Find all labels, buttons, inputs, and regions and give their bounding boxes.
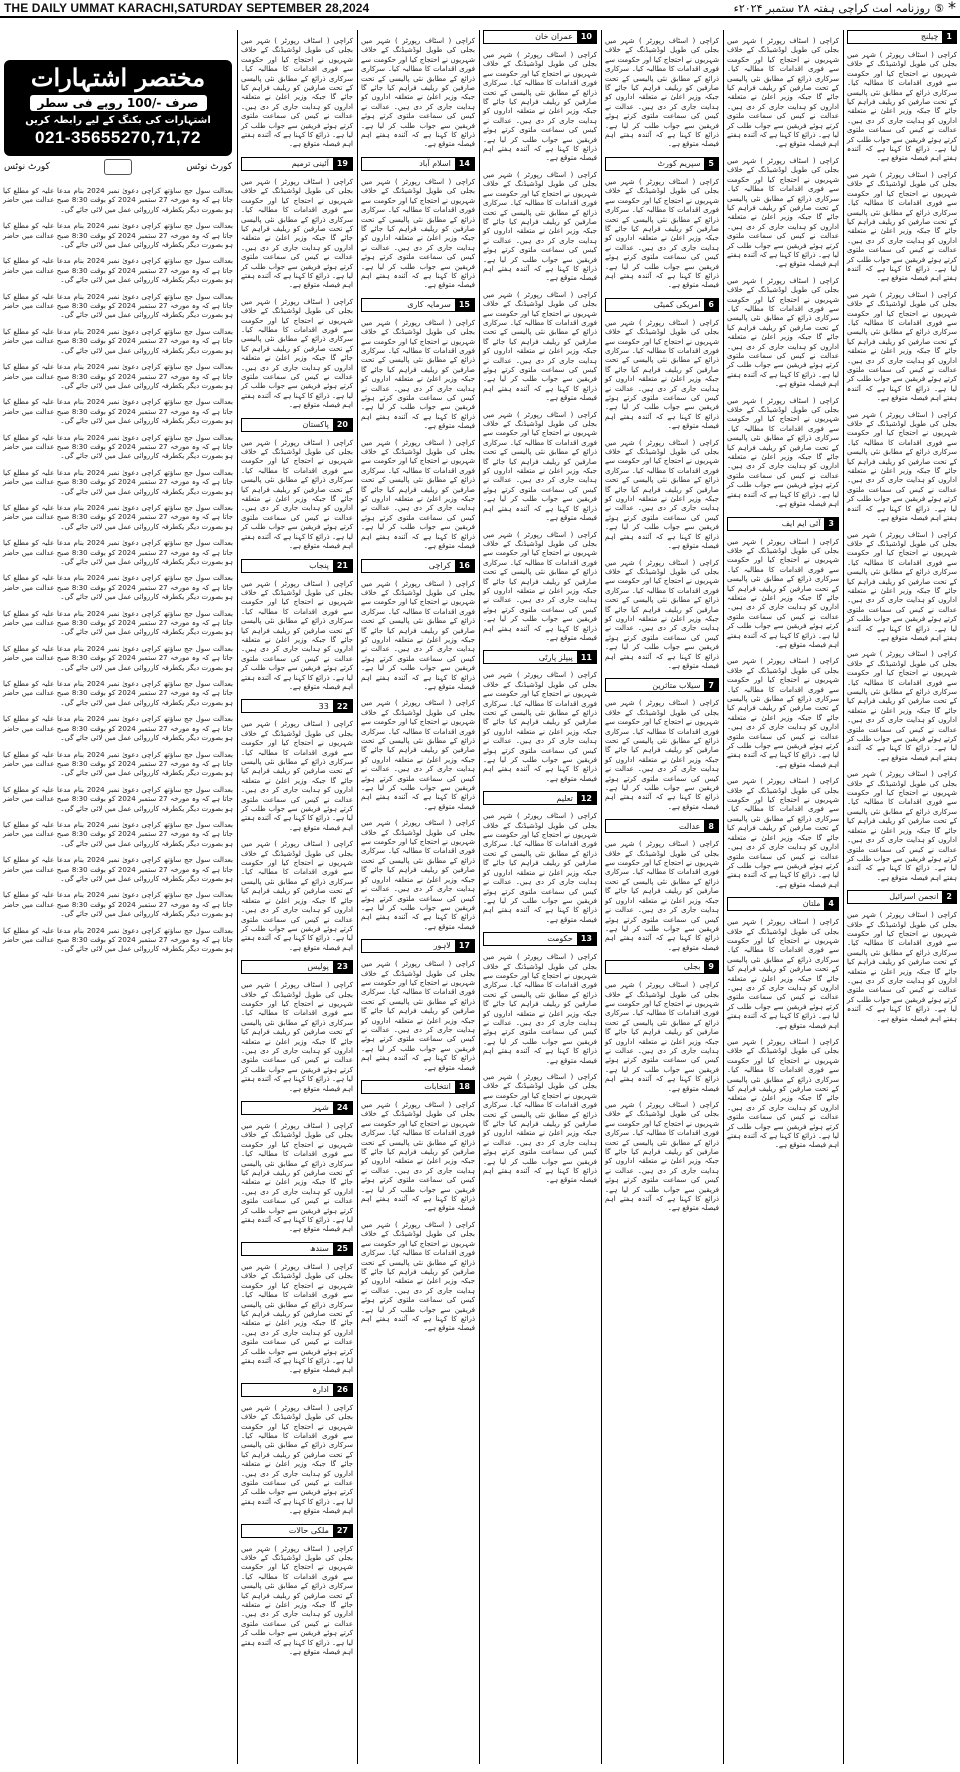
paragraph: کراچی ( اسٹاف رپورٹر ) شہر میں بجلی کی طویل لوڈشیڈنگ کے خلاف شہریوں نے احتجاج کیا اور حکومت سے فوری اقدامات کا مطالبہ کیا۔ سرکاری ذرائع کے مطابق نئی پالیسی کے تحت صارفین کو ریلیف فراہم کیا جائے گا جبکہ وزیر اعلیٰ نے متعلقہ اداروں کو ہدایت جاری کر دی ہیں۔ عدالت نے کیس کی سماعت ملتوی کرتے ہوئے فریقین سے جواب طلب کر لیا ہے۔ ذرائع کا کہنا ہے کہ آئندہ ہفتے اہم فیصلہ متوقع ہے۔ <box>241 579 353 691</box>
notice-26: 26 ادارہ <box>241 1383 353 1397</box>
notice-text: بعدالت سول جج ساؤتھ کراچی دعویٰ نمبر 2024 بنام مدعا علیہ کو مطلع کیا جاتا ہے کہ وہ مورخہ 27 ستمبر 2024 کو بوقت 8:30 صبح عدالت میں حاضر ہو بصورت دیگر یکطرفہ کارروائی عمل میں لائی جائے گی۔ <box>3 433 233 461</box>
paragraph: کراچی ( اسٹاف رپورٹر ) شہر میں بجلی کی طویل لوڈشیڈنگ کے خلاف شہریوں نے احتجاج کیا اور حکومت سے فوری اقدامات کا مطالبہ کیا۔ سرکاری ذرائع کے مطابق نئی پالیسی کے تحت صارفین کو ریلیف فراہم کیا جائے گا جبکہ وزیر اعلیٰ نے متعلقہ اداروں کو ہدایت جاری کر دی ہیں۔ عدالت نے کیس کی سماعت ملتوی کرتے ہوئے فریقین سے جواب طلب کر لیا ہے۔ ذرائع کا کہنا ہے کہ آئندہ ہفتے اہم فیصلہ متوقع ہے۔ <box>241 177 353 290</box>
notice-text: بعدالت سول جج ساؤتھ کراچی دعویٰ نمبر 2024 بنام مدعا علیہ کو مطلع کیا جاتا ہے کہ وہ مورخہ 27 ستمبر 2024 کو بوقت 8:30 صبح عدالت میں حاضر ہو بصورت دیگر یکطرفہ کارروائی عمل میں لائی جائے گی۔ <box>3 750 233 778</box>
paragraph: کراچی ( اسٹاف رپورٹر ) شہر میں بجلی کی طویل لوڈشیڈنگ کے خلاف شہریوں نے احتجاج کیا اور حکومت سے فوری اقدامات کا مطالبہ کیا۔ سرکاری ذرائع کے مطابق نئی پالیسی کے تحت صارفین کو ریلیف فراہم کیا جائے گا جبکہ وزیر اعلیٰ نے متعلقہ اداروں کو ہدایت جاری کر دی ہیں۔ عدالت نے کیس کی سماعت ملتوی کرتے ہوئے فریقین سے جواب طلب کر لیا ہے۔ ذرائع کا کہنا ہے کہ آئندہ ہفتے اہم فیصلہ متوقع ہے۔ <box>847 650 957 762</box>
court-notice-strip <box>4 158 232 176</box>
paragraph: کراچی ( اسٹاف رپورٹر ) شہر میں بجلی کی طویل لوڈشیڈنگ کے خلاف شہریوں نے احتجاج کیا اور حکومت سے فوری اقدامات کا مطالبہ کیا۔ سرکاری ذرائع کے مطابق نئی پالیسی کے تحت صارفین کو ریلیف فراہم کیا جائے گا جبکہ وزیر اعلیٰ نے متعلقہ اداروں کو ہدایت جاری کر دی ہیں۔ عدالت نے کیس کی سماعت ملتوی کرتے ہوئے فریقین سے جواب طلب کر لیا ہے۔ ذرائع کا کہنا ہے کہ آئندہ ہفتے اہم فیصلہ متوقع ہے۔ <box>727 156 839 269</box>
masthead-urdu: روزنامہ امت کراچی ہفتہ ۲۸ ستمبر ۲۰۲۴ء <box>733 1 931 15</box>
notice-text: بعدالت سول جج ساؤتھ کراچی دعویٰ نمبر 2024 بنام مدعا علیہ کو مطلع کیا جاتا ہے کہ وہ مورخہ 27 ستمبر 2024 کو بوقت 8:30 صبح عدالت میں حاضر ہو بصورت دیگر یکطرفہ کارروائی عمل میں لائی جائے گی۔ <box>3 327 233 355</box>
paragraph: کراچی ( اسٹاف رپورٹر ) شہر میں بجلی کی طویل لوڈشیڈنگ کے خلاف شہریوں نے احتجاج کیا اور حکومت سے فوری اقدامات کا مطالبہ کیا۔ سرکاری ذرائع کے مطابق نئی پالیسی کے تحت صارفین کو ریلیف فراہم کیا جائے گا جبکہ وزیر اعلیٰ نے متعلقہ اداروں کو ہدایت جاری کر دی ہیں۔ عدالت نے کیس کی سماعت ملتوی کرتے ہوئے فریقین سے جواب طلب کر لیا ہے۔ ذرائع کا کہنا ہے کہ آئندہ ہفتے اہم فیصلہ متوقع ہے۔ <box>483 671 597 783</box>
column-5-body <box>605 37 719 1214</box>
paragraph: کراچی ( اسٹاف رپورٹر ) شہر میں بجلی کی طویل لوڈشیڈنگ کے خلاف شہریوں نے احتجاج کیا اور حکومت سے فوری اقدامات کا مطالبہ کیا۔ سرکاری ذرائع کے مطابق نئی پالیسی کے تحت صارفین کو ریلیف فراہم کیا جائے گا جبکہ وزیر اعلیٰ نے متعلقہ اداروں کو ہدایت جاری کر دی ہیں۔ عدالت نے کیس کی سماعت ملتوی کرتے ہوئے فریقین سے جواب طلب کر لیا ہے۔ ذرائع کا کہنا ہے کہ آئندہ ہفتے اہم فیصلہ متوقع ہے۔ <box>727 537 839 649</box>
paragraph: کراچی ( اسٹاف رپورٹر ) شہر میں بجلی کی طویل لوڈشیڈنگ کے خلاف شہریوں نے احتجاج کیا اور حکومت سے فوری اقدامات کا مطالبہ کیا۔ سرکاری ذرائع کے مطابق نئی پالیسی کے تحت صارفین کو ریلیف فراہم کیا جائے گا جبکہ وزیر اعلیٰ نے متعلقہ اداروں کو ہدایت جاری کر دی ہیں۔ عدالت نے کیس کی سماعت ملتوی کرتے ہوئے فریقین سے جواب طلب کر لیا ہے۔ ذرائع کا کہنا ہے کہ آئندہ ہفتے اہم فیصلہ متوقع ہے۔ <box>847 170 957 283</box>
paragraph: کراچی ( اسٹاف رپورٹر ) شہر میں بجلی کی طویل لوڈشیڈنگ کے خلاف شہریوں نے احتجاج کیا اور حکومت سے فوری اقدامات کا مطالبہ کیا۔ سرکاری ذرائع کے مطابق نئی پالیسی کے تحت صارفین کو ریلیف فراہم کیا جائے گا جبکہ وزیر اعلیٰ نے متعلقہ اداروں کو ہدایت جاری کر دی ہیں۔ عدالت نے کیس کی سماعت ملتوی کرتے ہوئے فریقین سے جواب طلب کر لیا ہے۔ ذرائع کا کہنا ہے کہ آئندہ ہفتے اہم فیصلہ متوقع ہے۔ <box>727 777 839 889</box>
notice-6: 6 امریکی کمیٹی <box>605 298 719 312</box>
page-columns <box>0 22 960 1770</box>
paragraph: کراچی ( اسٹاف رپورٹر ) شہر میں بجلی کی طویل لوڈشیڈنگ کے خلاف شہریوں نے احتجاج کیا اور حکومت سے فوری اقدامات کا مطالبہ کیا۔ سرکاری ذرائع کے مطابق نئی پالیسی کے تحت صارفین کو ریلیف فراہم کیا جائے گا جبکہ وزیر اعلیٰ نے متعلقہ اداروں کو ہدایت جاری کر دی ہیں۔ عدالت نے کیس کی سماعت ملتوی کرتے ہوئے فریقین سے جواب طلب کر لیا ہے۔ ذرائع کا کہنا ہے کہ آئندہ ہفتے اہم فیصلہ متوقع ہے۔ <box>483 1073 597 1185</box>
notice-17: 17 لاہور <box>361 939 475 953</box>
column-3-body <box>361 37 475 1334</box>
column-2-body <box>241 37 353 1658</box>
paragraph: کراچی ( اسٹاف رپورٹر ) شہر میں بجلی کی طویل لوڈشیڈنگ کے خلاف شہریوں نے احتجاج کیا اور حکومت سے فوری اقدامات کا مطالبہ کیا۔ سرکاری ذرائع کے مطابق نئی پالیسی کے تحت صارفین کو ریلیف فراہم کیا جائے گا جبکہ وزیر اعلیٰ نے متعلقہ اداروں کو ہدایت جاری کر دی ہیں۔ عدالت نے کیس کی سماعت ملتوی کرتے ہوئے فریقین سے جواب طلب کر لیا ہے۔ ذرائع کا کہنا ہے کہ آئندہ ہفتے اہم فیصلہ متوقع ہے۔ <box>727 37 839 149</box>
paragraph: کراچی ( اسٹاف رپورٹر ) شہر میں بجلی کی طویل لوڈشیڈنگ کے خلاف شہریوں نے احتجاج کیا اور حکومت سے فوری اقدامات کا مطالبہ کیا۔ سرکاری ذرائع کے مطابق نئی پالیسی کے تحت صارفین کو ریلیف فراہم کیا جائے گا جبکہ وزیر اعلیٰ نے متعلقہ اداروں کو ہدایت جاری کر دی ہیں۔ عدالت نے کیس کی سماعت ملتوی کرتے ہوئے فریقین سے جواب طلب کر لیا ہے۔ ذرائع کا کہنا ہے کہ آئندہ ہفتے اہم فیصلہ متوقع ہے۔ <box>361 699 475 811</box>
notice-text: بعدالت سول جج ساؤتھ کراچی دعویٰ نمبر 2024 بنام مدعا علیہ کو مطلع کیا جاتا ہے کہ وہ مورخہ 27 ستمبر 2024 کو بوقت 8:30 صبح عدالت میں حاضر ہو بصورت دیگر یکطرفہ کارروائی عمل میں لائی جائے گی۔ <box>3 785 233 813</box>
notice-8: 8 عدالت <box>605 819 719 833</box>
court-notice-label-left: کورٹ نوٹس <box>4 162 50 172</box>
paragraph: کراچی ( اسٹاف رپورٹر ) شہر میں بجلی کی طویل لوڈشیڈنگ کے خلاف شہریوں نے احتجاج کیا اور حکومت سے فوری اقدامات کا مطالبہ کیا۔ سرکاری ذرائع کے مطابق نئی پالیسی کے تحت صارفین کو ریلیف فراہم کیا جائے گا جبکہ وزیر اعلیٰ نے متعلقہ اداروں کو ہدایت جاری کر دی ہیں۔ عدالت نے کیس کی سماعت ملتوی کرتے ہوئے فریقین سے جواب طلب کر لیا ہے۔ ذرائع کا کہنا ہے کہ آئندہ ہفتے اہم فیصلہ متوقع ہے۔ <box>847 911 957 1023</box>
paragraph: کراچی ( اسٹاف رپورٹر ) شہر میں بجلی کی طویل لوڈشیڈنگ کے خلاف شہریوں نے احتجاج کیا اور حکومت سے فوری اقدامات کا مطالبہ کیا۔ سرکاری ذرائع کے مطابق نئی پالیسی کے تحت صارفین کو ریلیف فراہم کیا جائے گا جبکہ وزیر اعلیٰ نے متعلقہ اداروں کو ہدایت جاری کر دی ہیں۔ عدالت نے کیس کی سماعت ملتوی کرتے ہوئے فریقین سے جواب طلب کر لیا ہے۔ ذرائع کا کہنا ہے کہ آئندہ ہفتے اہم فیصلہ متوقع ہے۔ <box>605 981 719 1093</box>
paragraph: کراچی ( اسٹاف رپورٹر ) شہر میں بجلی کی طویل لوڈشیڈنگ کے خلاف شہریوں نے احتجاج کیا اور حکومت سے فوری اقدامات کا مطالبہ کیا۔ سرکاری ذرائع کے مطابق نئی پالیسی کے تحت صارفین کو ریلیف فراہم کیا جائے گا جبکہ وزیر اعلیٰ نے متعلقہ اداروں کو ہدایت جاری کر دی ہیں۔ عدالت نے کیس کی سماعت ملتوی کرتے ہوئے فریقین سے جواب طلب کر لیا ہے۔ ذرائع کا کہنا ہے کہ آئندہ ہفتے اہم فیصلہ متوقع ہے۔ <box>605 1101 719 1213</box>
paragraph: کراچی ( اسٹاف رپورٹر ) شہر میں بجلی کی طویل لوڈشیڈنگ کے خلاف شہریوں نے احتجاج کیا اور حکومت سے فوری اقدامات کا مطالبہ کیا۔ سرکاری ذرائع کے مطابق نئی پالیسی کے تحت صارفین کو ریلیف فراہم کیا جائے گا جبکہ وزیر اعلیٰ نے متعلقہ اداروں کو ہدایت جاری کر دی ہیں۔ عدالت نے کیس کی سماعت ملتوی کرتے ہوئے فریقین سے جواب طلب کر لیا ہے۔ ذرائع کا کہنا ہے کہ آئندہ ہفتے اہم فیصلہ متوقع ہے۔ <box>361 438 475 551</box>
masthead <box>0 0 960 18</box>
masthead-english: THE DAILY UMMAT KARACHI,SATURDAY SEPTEMBER 28,2024 <box>4 1 370 15</box>
notice-15: 15 سرمایہ کاری <box>361 298 475 312</box>
paragraph: کراچی ( اسٹاف رپورٹر ) شہر میں بجلی کی طویل لوڈشیڈنگ کے خلاف شہریوں نے احتجاج کیا اور حکومت سے فوری اقدامات کا مطالبہ کیا۔ سرکاری ذرائع کے مطابق نئی پالیسی کے تحت صارفین کو ریلیف فراہم کیا جائے گا جبکہ وزیر اعلیٰ نے متعلقہ اداروں کو ہدایت جاری کر دی ہیں۔ عدالت نے کیس کی سماعت ملتوی کرتے ہوئے فریقین سے جواب طلب کر لیا ہے۔ ذرائع کا کہنا ہے کہ آئندہ ہفتے اہم فیصلہ متوقع ہے۔ <box>241 1544 353 1657</box>
notice-24: 24 شہر <box>241 1101 353 1115</box>
notice-10: 10 عمران خان <box>483 30 597 44</box>
star-icon: * <box>948 0 956 17</box>
paragraph: کراچی ( اسٹاف رپورٹر ) شہر میں بجلی کی طویل لوڈشیڈنگ کے خلاف شہریوں نے احتجاج کیا اور حکومت سے فوری اقدامات کا مطالبہ کیا۔ سرکاری ذرائع کے مطابق نئی پالیسی کے تحت صارفین کو ریلیف فراہم کیا جائے گا جبکہ وزیر اعلیٰ نے متعلقہ اداروں کو ہدایت جاری کر دی ہیں۔ عدالت نے کیس کی سماعت ملتوی کرتے ہوئے فریقین سے جواب طلب کر لیا ہے۔ ذرائع کا کہنا ہے کہ آئندہ ہفتے اہم فیصلہ متوقع ہے۔ <box>847 410 957 523</box>
paragraph: کراچی ( اسٹاف رپورٹر ) شہر میں بجلی کی طویل لوڈشیڈنگ کے خلاف شہریوں نے احتجاج کیا اور حکومت سے فوری اقدامات کا مطالبہ کیا۔ سرکاری ذرائع کے مطابق نئی پالیسی کے تحت صارفین کو ریلیف فراہم کیا جائے گا جبکہ وزیر اعلیٰ نے متعلقہ اداروں کو ہدایت جاری کر دی ہیں۔ عدالت نے کیس کی سماعت ملتوی کرتے ہوئے فریقین سے جواب طلب کر لیا ہے۔ ذرائع کا کہنا ہے کہ آئندہ ہفتے اہم فیصلہ متوقع ہے۔ <box>483 530 597 642</box>
paragraph: کراچی ( اسٹاف رپورٹر ) شہر میں بجلی کی طویل لوڈشیڈنگ کے خلاف شہریوں نے احتجاج کیا اور حکومت سے فوری اقدامات کا مطالبہ کیا۔ سرکاری ذرائع کے مطابق نئی پالیسی کے تحت صارفین کو ریلیف فراہم کیا جائے گا جبکہ وزیر اعلیٰ نے متعلقہ اداروں کو ہدایت جاری کر دی ہیں۔ عدالت نے کیس کی سماعت ملتوی کرتے ہوئے فریقین سے جواب طلب کر لیا ہے۔ ذرائع کا کہنا ہے کہ آئندہ ہفتے اہم فیصلہ متوقع ہے۔ <box>241 438 353 551</box>
notice-2: 2 انجمن اسرائیل <box>847 890 957 904</box>
paragraph: کراچی ( اسٹاف رپورٹر ) شہر میں بجلی کی طویل لوڈشیڈنگ کے خلاف شہریوں نے احتجاج کیا اور حکومت سے فوری اقدامات کا مطالبہ کیا۔ سرکاری ذرائع کے مطابق نئی پالیسی کے تحت صارفین کو ریلیف فراہم کیا جائے گا جبکہ وزیر اعلیٰ نے متعلقہ اداروں کو ہدایت جاری کر دی ہیں۔ عدالت نے کیس کی سماعت ملتوی کرتے ہوئے فریقین سے جواب طلب کر لیا ہے۔ ذرائع کا کہنا ہے کہ آئندہ ہفتے اہم فیصلہ متوقع ہے۔ <box>727 396 839 509</box>
notice-text: بعدالت سول جج ساؤتھ کراچی دعویٰ نمبر 2024 بنام مدعا علیہ کو مطلع کیا جاتا ہے کہ وہ مورخہ 27 ستمبر 2024 کو بوقت 8:30 صبح عدالت میں حاضر ہو بصورت دیگر یکطرفہ کارروائی عمل میں لائی جائے گی۔ <box>3 292 233 320</box>
classified-ads-header <box>4 60 232 156</box>
paragraph: کراچی ( اسٹاف رپورٹر ) شہر میں بجلی کی طویل لوڈشیڈنگ کے خلاف شہریوں نے احتجاج کیا اور حکومت سے فوری اقدامات کا مطالبہ کیا۔ سرکاری ذرائع کے مطابق نئی پالیسی کے تحت صارفین کو ریلیف فراہم کیا جائے گا جبکہ وزیر اعلیٰ نے متعلقہ اداروں کو ہدایت جاری کر دی ہیں۔ عدالت نے کیس کی سماعت ملتوی کرتے ہوئے فریقین سے جواب طلب کر لیا ہے۔ ذرائع کا کہنا ہے کہ آئندہ ہفتے اہم فیصلہ متوقع ہے۔ <box>241 981 353 1093</box>
notice-27: 27 ملکی حالات <box>241 1524 353 1538</box>
paragraph: کراچی ( اسٹاف رپورٹر ) شہر میں بجلی کی طویل لوڈشیڈنگ کے خلاف شہریوں نے احتجاج کیا اور حکومت سے فوری اقدامات کا مطالبہ کیا۔ سرکاری ذرائع کے مطابق نئی پالیسی کے تحت صارفین کو ریلیف فراہم کیا جائے گا جبکہ وزیر اعلیٰ نے متعلقہ اداروں کو ہدایت جاری کر دی ہیں۔ عدالت نے کیس کی سماعت ملتوی کرتے ہوئے فریقین سے جواب طلب کر لیا ہے۔ ذرائع کا کہنا ہے کہ آئندہ ہفتے اہم فیصلہ متوقع ہے۔ <box>605 177 719 290</box>
column-6 <box>724 30 842 1764</box>
column-4 <box>480 30 600 1764</box>
paragraph: کراچی ( اسٹاف رپورٹر ) شہر میں بجلی کی طویل لوڈشیڈنگ کے خلاف شہریوں نے احتجاج کیا اور حکومت سے فوری اقدامات کا مطالبہ کیا۔ سرکاری ذرائع کے مطابق نئی پالیسی کے تحت صارفین کو ریلیف فراہم کیا جائے گا جبکہ وزیر اعلیٰ نے متعلقہ اداروں کو ہدایت جاری کر دی ہیں۔ عدالت نے کیس کی سماعت ملتوی کرتے ہوئے فریقین سے جواب طلب کر لیا ہے۔ ذرائع کا کہنا ہے کہ آئندہ ہفتے اہم فیصلہ متوقع ہے۔ <box>605 318 719 431</box>
paragraph: کراچی ( اسٹاف رپورٹر ) شہر میں بجلی کی طویل لوڈشیڈنگ کے خلاف شہریوں نے احتجاج کیا اور حکومت سے فوری اقدامات کا مطالبہ کیا۔ سرکاری ذرائع کے مطابق نئی پالیسی کے تحت صارفین کو ریلیف فراہم کیا جائے گا جبکہ وزیر اعلیٰ نے متعلقہ اداروں کو ہدایت جاری کر دی ہیں۔ عدالت نے کیس کی سماعت ملتوی کرتے ہوئے فریقین سے جواب طلب کر لیا ہے۔ ذرائع کا کہنا ہے کہ آئندہ ہفتے اہم فیصلہ متوقع ہے۔ <box>241 1262 353 1375</box>
court-notice-label-right: کورٹ نوٹس <box>186 162 232 172</box>
paragraph: کراچی ( اسٹاف رپورٹر ) شہر میں بجلی کی طویل لوڈشیڈنگ کے خلاف شہریوں نے احتجاج کیا اور حکومت سے فوری اقدامات کا مطالبہ کیا۔ سرکاری ذرائع کے مطابق نئی پالیسی کے تحت صارفین کو ریلیف فراہم کیا جائے گا جبکہ وزیر اعلیٰ نے متعلقہ اداروں کو ہدایت جاری کر دی ہیں۔ عدالت نے کیس کی سماعت ملتوی کرتے ہوئے فریقین سے جواب طلب کر لیا ہے۔ ذرائع کا کہنا ہے کہ آئندہ ہفتے اہم فیصلہ متوقع ہے۔ <box>483 170 597 283</box>
paragraph: کراچی ( اسٹاف رپورٹر ) شہر میں بجلی کی طویل لوڈشیڈنگ کے خلاف شہریوں نے احتجاج کیا اور حکومت سے فوری اقدامات کا مطالبہ کیا۔ سرکاری ذرائع کے مطابق نئی پالیسی کے تحت صارفین کو ریلیف فراہم کیا جائے گا جبکہ وزیر اعلیٰ نے متعلقہ اداروں کو ہدایت جاری کر دی ہیں۔ عدالت نے کیس کی سماعت ملتوی کرتے ہوئے فریقین سے جواب طلب کر لیا ہے۔ ذرائع کا کہنا ہے کہ آئندہ ہفتے اہم فیصلہ متوقع ہے۔ <box>483 290 597 403</box>
ad-phone: 021-35655270,71,72 <box>35 128 201 147</box>
column-classifieds <box>0 30 236 1764</box>
paragraph: کراچی ( اسٹاف رپورٹر ) شہر میں بجلی کی طویل لوڈشیڈنگ کے خلاف شہریوں نے احتجاج کیا اور حکومت سے فوری اقدامات کا مطالبہ کیا۔ سرکاری ذرائع کے مطابق نئی پالیسی کے تحت صارفین کو ریلیف فراہم کیا جائے گا جبکہ وزیر اعلیٰ نے متعلقہ اداروں کو ہدایت جاری کر دی ہیں۔ عدالت نے کیس کی سماعت ملتوی کرتے ہوئے فریقین سے جواب طلب کر لیا ہے۔ ذرائع کا کہنا ہے کہ آئندہ ہفتے اہم فیصلہ متوقع ہے۔ <box>241 720 353 832</box>
notice-13: 13 حکومت <box>483 932 597 946</box>
notice-22: 22 33 <box>241 699 353 713</box>
paragraph: کراچی ( اسٹاف رپورٹر ) شہر میں بجلی کی طویل لوڈشیڈنگ کے خلاف شہریوں نے احتجاج کیا اور حکومت سے فوری اقدامات کا مطالبہ کیا۔ سرکاری ذرائع کے مطابق نئی پالیسی کے تحت صارفین کو ریلیف فراہم کیا جائے گا جبکہ وزیر اعلیٰ نے متعلقہ اداروں کو ہدایت جاری کر دی ہیں۔ عدالت نے کیس کی سماعت ملتوی کرتے ہوئے فریقین سے جواب طلب کر لیا ہے۔ ذرائع کا کہنا ہے کہ آئندہ ہفتے اہم فیصلہ متوقع ہے۔ <box>727 918 839 1030</box>
paragraph: کراچی ( اسٹاف رپورٹر ) شہر میں بجلی کی طویل لوڈشیڈنگ کے خلاف شہریوں نے احتجاج کیا اور حکومت سے فوری اقدامات کا مطالبہ کیا۔ سرکاری ذرائع کے مطابق نئی پالیسی کے تحت صارفین کو ریلیف فراہم کیا جائے گا جبکہ وزیر اعلیٰ نے متعلقہ اداروں کو ہدایت جاری کر دی ہیں۔ عدالت نے کیس کی سماعت ملتوی کرتے ہوئے فریقین سے جواب طلب کر لیا ہے۔ ذرائع کا کہنا ہے کہ آئندہ ہفتے اہم فیصلہ متوقع ہے۔ <box>605 840 719 952</box>
paragraph: کراچی ( اسٹاف رپورٹر ) شہر میں بجلی کی طویل لوڈشیڈنگ کے خلاف شہریوں نے احتجاج کیا اور حکومت سے فوری اقدامات کا مطالبہ کیا۔ سرکاری ذرائع کے مطابق نئی پالیسی کے تحت صارفین کو ریلیف فراہم کیا جائے گا جبکہ وزیر اعلیٰ نے متعلقہ اداروں کو ہدایت جاری کر دی ہیں۔ عدالت نے کیس کی سماعت ملتوی کرتے ہوئے فریقین سے جواب طلب کر لیا ہے۔ ذرائع کا کہنا ہے کہ آئندہ ہفتے اہم فیصلہ متوقع ہے۔ <box>361 177 475 290</box>
paragraph: کراچی ( اسٹاف رپورٹر ) شہر میں بجلی کی طویل لوڈشیڈنگ کے خلاف شہریوں نے احتجاج کیا اور حکومت سے فوری اقدامات کا مطالبہ کیا۔ سرکاری ذرائع کے مطابق نئی پالیسی کے تحت صارفین کو ریلیف فراہم کیا جائے گا جبکہ وزیر اعلیٰ نے متعلقہ اداروں کو ہدایت جاری کر دی ہیں۔ عدالت نے کیس کی سماعت ملتوی کرتے ہوئے فریقین سے جواب طلب کر لیا ہے۔ ذرائع کا کہنا ہے کہ آئندہ ہفتے اہم فیصلہ متوقع ہے۔ <box>361 1220 475 1333</box>
paragraph: کراچی ( اسٹاف رپورٹر ) شہر میں بجلی کی طویل لوڈشیڈنگ کے خلاف شہریوں نے احتجاج کیا اور حکومت سے فوری اقدامات کا مطالبہ کیا۔ سرکاری ذرائع کے مطابق نئی پالیسی کے تحت صارفین کو ریلیف فراہم کیا جائے گا جبکہ وزیر اعلیٰ نے متعلقہ اداروں کو ہدایت جاری کر دی ہیں۔ عدالت نے کیس کی سماعت ملتوی کرتے ہوئے فریقین سے جواب طلب کر لیا ہے۔ ذرائع کا کہنا ہے کہ آئندہ ہفتے اہم فیصلہ متوقع ہے۔ <box>361 1101 475 1213</box>
column-2 <box>238 30 356 1764</box>
column-5 <box>602 30 722 1764</box>
notice-text: بعدالت سول جج ساؤتھ کراچی دعویٰ نمبر 2024 بنام مدعا علیہ کو مطلع کیا جاتا ہے کہ وہ مورخہ 27 ستمبر 2024 کو بوقت 8:30 صبح عدالت میں حاضر ہو بصورت دیگر یکطرفہ کارروائی عمل میں لائی جائے گی۔ <box>3 539 233 566</box>
court-notices-body <box>3 180 233 1764</box>
notice-5: 5 سپریم کورٹ <box>605 157 719 171</box>
paragraph: کراچی ( اسٹاف رپورٹر ) شہر میں بجلی کی طویل لوڈشیڈنگ کے خلاف شہریوں نے احتجاج کیا اور حکومت سے فوری اقدامات کا مطالبہ کیا۔ سرکاری ذرائع کے مطابق نئی پالیسی کے تحت صارفین کو ریلیف فراہم کیا جائے گا جبکہ وزیر اعلیٰ نے متعلقہ اداروں کو ہدایت جاری کر دی ہیں۔ عدالت نے کیس کی سماعت ملتوی کرتے ہوئے فریقین سے جواب طلب کر لیا ہے۔ ذرائع کا کہنا ہے کہ آئندہ ہفتے اہم فیصلہ متوقع ہے۔ <box>605 699 719 811</box>
notice-text: بعدالت سول جج ساؤتھ کراچی دعویٰ نمبر 2024 بنام مدعا علیہ کو مطلع کیا جاتا ہے کہ وہ مورخہ 27 ستمبر 2024 کو بوقت 8:30 صبح عدالت میں حاضر ہو بصورت دیگر یکطرفہ کارروائی عمل میں لائی جائے گی۔ <box>3 257 233 285</box>
paragraph: کراچی ( اسٹاف رپورٹر ) شہر میں بجلی کی طویل لوڈشیڈنگ کے خلاف شہریوں نے احتجاج کیا اور حکومت سے فوری اقدامات کا مطالبہ کیا۔ سرکاری ذرائع کے مطابق نئی پالیسی کے تحت صارفین کو ریلیف فراہم کیا جائے گا جبکہ وزیر اعلیٰ نے متعلقہ اداروں کو ہدایت جاری کر دی ہیں۔ عدالت نے کیس کی سماعت ملتوی کرتے ہوئے فریقین سے جواب طلب کر لیا ہے۔ ذرائع کا کہنا ہے کہ آئندہ ہفتے اہم فیصلہ متوقع ہے۔ <box>847 770 957 882</box>
column-4-body <box>483 30 597 1186</box>
page-number-badge: ⑤ <box>934 1 944 15</box>
notice-19: 19 آئینی ترمیم <box>241 157 353 171</box>
paragraph: کراچی ( اسٹاف رپورٹر ) شہر میں بجلی کی طویل لوڈشیڈنگ کے خلاف شہریوں نے احتجاج کیا اور حکومت سے فوری اقدامات کا مطالبہ کیا۔ سرکاری ذرائع کے مطابق نئی پالیسی کے تحت صارفین کو ریلیف فراہم کیا جائے گا جبکہ وزیر اعلیٰ نے متعلقہ اداروں کو ہدایت جاری کر دی ہیں۔ عدالت نے کیس کی سماعت ملتوی کرتے ہوئے فریقین سے جواب طلب کر لیا ہے۔ ذرائع کا کہنا ہے کہ آئندہ ہفتے اہم فیصلہ متوقع ہے۔ <box>727 1038 839 1150</box>
paragraph: کراچی ( اسٹاف رپورٹر ) شہر میں بجلی کی طویل لوڈشیڈنگ کے خلاف شہریوں نے احتجاج کیا اور حکومت سے فوری اقدامات کا مطالبہ کیا۔ سرکاری ذرائع کے مطابق نئی پالیسی کے تحت صارفین کو ریلیف فراہم کیا جائے گا جبکہ وزیر اعلیٰ نے متعلقہ اداروں کو ہدایت جاری کر دی ہیں۔ عدالت نے کیس کی سماعت ملتوی کرتے ہوئے فریقین سے جواب طلب کر لیا ہے۔ ذرائع کا کہنا ہے کہ آئندہ ہفتے اہم فیصلہ متوقع ہے۔ <box>361 37 475 149</box>
notice-14: 14 اسلام آباد <box>361 157 475 171</box>
notice-text: بعدالت سول جج ساؤتھ کراچی دعویٰ نمبر 2024 بنام مدعا علیہ کو مطلع کیا جاتا ہے کہ وہ مورخہ 27 ستمبر 2024 کو بوقت 8:30 صبح عدالت میں حاضر ہو بصورت دیگر یکطرفہ کارروائی عمل میں لائی جائے گی۔ <box>3 820 233 848</box>
paragraph: کراچی ( اسٹاف رپورٹر ) شہر میں بجلی کی طویل لوڈشیڈنگ کے خلاف شہریوں نے احتجاج کیا اور حکومت سے فوری اقدامات کا مطالبہ کیا۔ سرکاری ذرائع کے مطابق نئی پالیسی کے تحت صارفین کو ریلیف فراہم کیا جائے گا جبکہ وزیر اعلیٰ نے متعلقہ اداروں کو ہدایت جاری کر دی ہیں۔ عدالت نے کیس کی سماعت ملتوی کرتے ہوئے فریقین سے جواب طلب کر لیا ہے۔ ذرائع کا کہنا ہے کہ آئندہ ہفتے اہم فیصلہ متوقع ہے۔ <box>241 1122 353 1234</box>
notice-text: بعدالت سول جج ساؤتھ کراچی دعویٰ نمبر 2024 بنام مدعا علیہ کو مطلع کیا جاتا ہے کہ وہ مورخہ 27 ستمبر 2024 کو بوقت 8:30 صبح عدالت میں حاضر ہو بصورت دیگر یکطرفہ کارروائی عمل میں لائی جائے گی۔ <box>3 609 233 637</box>
notice-9: 9 بجلی <box>605 960 719 974</box>
paragraph: کراچی ( اسٹاف رپورٹر ) شہر میں بجلی کی طویل لوڈشیڈنگ کے خلاف شہریوں نے احتجاج کیا اور حکومت سے فوری اقدامات کا مطالبہ کیا۔ سرکاری ذرائع کے مطابق نئی پالیسی کے تحت صارفین کو ریلیف فراہم کیا جائے گا جبکہ وزیر اعلیٰ نے متعلقہ اداروں کو ہدایت جاری کر دی ہیں۔ عدالت نے کیس کی سماعت ملتوی کرتے ہوئے فریقین سے جواب طلب کر لیا ہے۔ ذرائع کا کہنا ہے کہ آئندہ ہفتے اہم فیصلہ متوقع ہے۔ <box>847 51 957 163</box>
paragraph: کراچی ( اسٹاف رپورٹر ) شہر میں بجلی کی طویل لوڈشیڈنگ کے خلاف شہریوں نے احتجاج کیا اور حکومت سے فوری اقدامات کا مطالبہ کیا۔ سرکاری ذرائع کے مطابق نئی پالیسی کے تحت صارفین کو ریلیف فراہم کیا جائے گا جبکہ وزیر اعلیٰ نے متعلقہ اداروں کو ہدایت جاری کر دی ہیں۔ عدالت نے کیس کی سماعت ملتوی کرتے ہوئے فریقین سے جواب طلب کر لیا ہے۔ ذرائع کا کہنا ہے کہ آئندہ ہفتے اہم فیصلہ متوقع ہے۔ <box>605 438 719 551</box>
notice-text: بعدالت سول جج ساؤتھ کراچی دعویٰ نمبر 2024 بنام مدعا علیہ کو مطلع کیا جاتا ہے کہ وہ مورخہ 27 ستمبر 2024 کو بوقت 8:30 صبح عدالت میں حاضر ہو بصورت دیگر یکطرفہ کارروائی عمل میں لائی جائے گی۔ <box>3 187 233 214</box>
column-3 <box>358 30 478 1764</box>
paragraph: کراچی ( اسٹاف رپورٹر ) شہر میں بجلی کی طویل لوڈشیڈنگ کے خلاف شہریوں نے احتجاج کیا اور حکومت سے فوری اقدامات کا مطالبہ کیا۔ سرکاری ذرائع کے مطابق نئی پالیسی کے تحت صارفین کو ریلیف فراہم کیا جائے گا جبکہ وزیر اعلیٰ نے متعلقہ اداروں کو ہدایت جاری کر دی ہیں۔ عدالت نے کیس کی سماعت ملتوی کرتے ہوئے فریقین سے جواب طلب کر لیا ہے۔ ذرائع کا کہنا ہے کہ آئندہ ہفتے اہم فیصلہ متوقع ہے۔ <box>241 37 353 149</box>
paragraph: کراچی ( اسٹاف رپورٹر ) شہر میں بجلی کی طویل لوڈشیڈنگ کے خلاف شہریوں نے احتجاج کیا اور حکومت سے فوری اقدامات کا مطالبہ کیا۔ سرکاری ذرائع کے مطابق نئی پالیسی کے تحت صارفین کو ریلیف فراہم کیا جائے گا جبکہ وزیر اعلیٰ نے متعلقہ اداروں کو ہدایت جاری کر دی ہیں۔ عدالت نے کیس کی سماعت ملتوی کرتے ہوئے فریقین سے جواب طلب کر لیا ہے۔ ذرائع کا کہنا ہے کہ آئندہ ہفتے اہم فیصلہ متوقع ہے۔ <box>483 812 597 924</box>
column-7 <box>844 30 960 1764</box>
notice-text: بعدالت سول جج ساؤتھ کراچی دعویٰ نمبر 2024 بنام مدعا علیہ کو مطلع کیا جاتا ہے کہ وہ مورخہ 27 ستمبر 2024 کو بوقت 8:30 صبح عدالت میں حاضر ہو بصورت دیگر یکطرفہ کارروائی عمل میں لائی جائے گی۔ <box>3 926 233 954</box>
notice-text: بعدالت سول جج ساؤتھ کراچی دعویٰ نمبر 2024 بنام مدعا علیہ کو مطلع کیا جاتا ہے کہ وہ مورخہ 27 ستمبر 2024 کو بوقت 8:30 صبح عدالت میں حاضر ہو بصورت دیگر یکطرفہ کارروائی عمل میں لائی جائے گی۔ <box>3 715 233 743</box>
notice-text: بعدالت سول جج ساؤتھ کراچی دعویٰ نمبر 2024 بنام مدعا علیہ کو مطلع کیا جاتا ہے کہ وہ مورخہ 27 ستمبر 2024 کو بوقت 8:30 صبح عدالت میں حاضر ہو بصورت دیگر یکطرفہ کارروائی عمل میں لائی جائے گی۔ <box>3 644 233 672</box>
notice-23: 23 پولیس <box>241 960 353 974</box>
notice-text: بعدالت سول جج ساؤتھ کراچی دعویٰ نمبر 2024 بنام مدعا علیہ کو مطلع کیا جاتا ہے کہ وہ مورخہ 27 ستمبر 2024 کو بوقت 8:30 صبح عدالت میں حاضر ہو بصورت دیگر یکطرفہ کارروائی عمل میں لائی جائے گی۔ <box>3 503 233 531</box>
paragraph: کراچی ( اسٹاف رپورٹر ) شہر میں بجلی کی طویل لوڈشیڈنگ کے خلاف شہریوں نے احتجاج کیا اور حکومت سے فوری اقدامات کا مطالبہ کیا۔ سرکاری ذرائع کے مطابق نئی پالیسی کے تحت صارفین کو ریلیف فراہم کیا جائے گا جبکہ وزیر اعلیٰ نے متعلقہ اداروں کو ہدایت جاری کر دی ہیں۔ عدالت نے کیس کی سماعت ملتوی کرتے ہوئے فریقین سے جواب طلب کر لیا ہے۔ ذرائع کا کہنا ہے کہ آئندہ ہفتے اہم فیصلہ متوقع ہے۔ <box>483 51 597 163</box>
paragraph: کراچی ( اسٹاف رپورٹر ) شہر میں بجلی کی طویل لوڈشیڈنگ کے خلاف شہریوں نے احتجاج کیا اور حکومت سے فوری اقدامات کا مطالبہ کیا۔ سرکاری ذرائع کے مطابق نئی پالیسی کے تحت صارفین کو ریلیف فراہم کیا جائے گا جبکہ وزیر اعلیٰ نے متعلقہ اداروں کو ہدایت جاری کر دی ہیں۔ عدالت نے کیس کی سماعت ملتوی کرتے ہوئے فریقین سے جواب طلب کر لیا ہے۔ ذرائع کا کہنا ہے کہ آئندہ ہفتے اہم فیصلہ متوقع ہے۔ <box>361 960 475 1072</box>
paragraph: کراچی ( اسٹاف رپورٹر ) شہر میں بجلی کی طویل لوڈشیڈنگ کے خلاف شہریوں نے احتجاج کیا اور حکومت سے فوری اقدامات کا مطالبہ کیا۔ سرکاری ذرائع کے مطابق نئی پالیسی کے تحت صارفین کو ریلیف فراہم کیا جائے گا جبکہ وزیر اعلیٰ نے متعلقہ اداروں کو ہدایت جاری کر دی ہیں۔ عدالت نے کیس کی سماعت ملتوی کرتے ہوئے فریقین سے جواب طلب کر لیا ہے۔ ذرائع کا کہنا ہے کہ آئندہ ہفتے اہم فیصلہ متوقع ہے۔ <box>361 579 475 691</box>
paragraph: کراچی ( اسٹاف رپورٹر ) شہر میں بجلی کی طویل لوڈشیڈنگ کے خلاف شہریوں نے احتجاج کیا اور حکومت سے فوری اقدامات کا مطالبہ کیا۔ سرکاری ذرائع کے مطابق نئی پالیسی کے تحت صارفین کو ریلیف فراہم کیا جائے گا جبکہ وزیر اعلیٰ نے متعلقہ اداروں کو ہدایت جاری کر دی ہیں۔ عدالت نے کیس کی سماعت ملتوی کرتے ہوئے فریقین سے جواب طلب کر لیا ہے۔ ذرائع کا کہنا ہے کہ آئندہ ہفتے اہم فیصلہ متوقع ہے۔ <box>483 410 597 523</box>
pen-icon <box>104 159 132 175</box>
notice-12: 12 تعلیم <box>483 791 597 805</box>
notice-3: 3 آئی ایم ایف <box>727 517 839 531</box>
notice-16: 16 کراچی <box>361 559 475 573</box>
paragraph: کراچی ( اسٹاف رپورٹر ) شہر میں بجلی کی طویل لوڈشیڈنگ کے خلاف شہریوں نے احتجاج کیا اور حکومت سے فوری اقدامات کا مطالبہ کیا۔ سرکاری ذرائع کے مطابق نئی پالیسی کے تحت صارفین کو ریلیف فراہم کیا جائے گا جبکہ وزیر اعلیٰ نے متعلقہ اداروں کو ہدایت جاری کر دی ہیں۔ عدالت نے کیس کی سماعت ملتوی کرتے ہوئے فریقین سے جواب طلب کر لیا ہے۔ ذرائع کا کہنا ہے کہ آئندہ ہفتے اہم فیصلہ متوقع ہے۔ <box>483 953 597 1065</box>
notice-text: بعدالت سول جج ساؤتھ کراچی دعویٰ نمبر 2024 بنام مدعا علیہ کو مطلع کیا جاتا ہے کہ وہ مورخہ 27 ستمبر 2024 کو بوقت 8:30 صبح عدالت میں حاضر ہو بصورت دیگر یکطرفہ کارروائی عمل میں لائی جائے گی۔ <box>3 856 233 883</box>
notice-text: بعدالت سول جج ساؤتھ کراچی دعویٰ نمبر 2024 بنام مدعا علیہ کو مطلع کیا جاتا ہے کہ وہ مورخہ 27 ستمبر 2024 کو بوقت 8:30 صبح عدالت میں حاضر ہو بصورت دیگر یکطرفہ کارروائی عمل میں لائی جائے گی۔ <box>3 891 233 919</box>
ad-rate: صرف -/100 روپے فی سطر <box>30 95 207 111</box>
notice-21: 21 پنجاب <box>241 559 353 573</box>
notice-20: 20 پاکستان <box>241 418 353 432</box>
column-7-body <box>847 30 957 1024</box>
notice-text: بعدالت سول جج ساؤتھ کراچی دعویٰ نمبر 2024 بنام مدعا علیہ کو مطلع کیا جاتا ہے کہ وہ مورخہ 27 ستمبر 2024 کو بوقت 8:30 صبح عدالت میں حاضر ہو بصورت دیگر یکطرفہ کارروائی عمل میں لائی جائے گی۔ <box>3 680 233 707</box>
column-6-body <box>727 37 839 1151</box>
ad-title: مختصر اشتہارات <box>30 63 206 92</box>
paragraph: کراچی ( اسٹاف رپورٹر ) شہر میں بجلی کی طویل لوڈشیڈنگ کے خلاف شہریوں نے احتجاج کیا اور حکومت سے فوری اقدامات کا مطالبہ کیا۔ سرکاری ذرائع کے مطابق نئی پالیسی کے تحت صارفین کو ریلیف فراہم کیا جائے گا جبکہ وزیر اعلیٰ نے متعلقہ اداروں کو ہدایت جاری کر دی ہیں۔ عدالت نے کیس کی سماعت ملتوی کرتے ہوئے فریقین سے جواب طلب کر لیا ہے۔ ذرائع کا کہنا ہے کہ آئندہ ہفتے اہم فیصلہ متوقع ہے۔ <box>605 558 719 670</box>
notice-text: بعدالت سول جج ساؤتھ کراچی دعویٰ نمبر 2024 بنام مدعا علیہ کو مطلع کیا جاتا ہے کہ وہ مورخہ 27 ستمبر 2024 کو بوقت 8:30 صبح عدالت میں حاضر ہو بصورت دیگر یکطرفہ کارروائی عمل میں لائی جائے گی۔ <box>3 468 233 496</box>
notice-25: 25 سندھ <box>241 1242 353 1256</box>
paragraph: کراچی ( اسٹاف رپورٹر ) شہر میں بجلی کی طویل لوڈشیڈنگ کے خلاف شہریوں نے احتجاج کیا اور حکومت سے فوری اقدامات کا مطالبہ کیا۔ سرکاری ذرائع کے مطابق نئی پالیسی کے تحت صارفین کو ریلیف فراہم کیا جائے گا جبکہ وزیر اعلیٰ نے متعلقہ اداروں کو ہدایت جاری کر دی ہیں۔ عدالت نے کیس کی سماعت ملتوی کرتے ہوئے فریقین سے جواب طلب کر لیا ہے۔ ذرائع کا کہنا ہے کہ آئندہ ہفتے اہم فیصلہ متوقع ہے۔ <box>241 297 353 410</box>
ad-note: اشتہارات کی بکنگ کے لیے رابطہ کریں <box>25 115 211 126</box>
notice-text: بعدالت سول جج ساؤتھ کراچی دعویٰ نمبر 2024 بنام مدعا علیہ کو مطلع کیا جاتا ہے کہ وہ مورخہ 27 ستمبر 2024 کو بوقت 8:30 صبح عدالت میں حاضر ہو بصورت دیگر یکطرفہ کارروائی عمل میں لائی جائے گی۔ <box>3 398 233 426</box>
paragraph: کراچی ( اسٹاف رپورٹر ) شہر میں بجلی کی طویل لوڈشیڈنگ کے خلاف شہریوں نے احتجاج کیا اور حکومت سے فوری اقدامات کا مطالبہ کیا۔ سرکاری ذرائع کے مطابق نئی پالیسی کے تحت صارفین کو ریلیف فراہم کیا جائے گا جبکہ وزیر اعلیٰ نے متعلقہ اداروں کو ہدایت جاری کر دی ہیں۔ عدالت نے کیس کی سماعت ملتوی کرتے ہوئے فریقین سے جواب طلب کر لیا ہے۔ ذرائع کا کہنا ہے کہ آئندہ ہفتے اہم فیصلہ متوقع ہے۔ <box>241 840 353 952</box>
paragraph: کراچی ( اسٹاف رپورٹر ) شہر میں بجلی کی طویل لوڈشیڈنگ کے خلاف شہریوں نے احتجاج کیا اور حکومت سے فوری اقدامات کا مطالبہ کیا۔ سرکاری ذرائع کے مطابق نئی پالیسی کے تحت صارفین کو ریلیف فراہم کیا جائے گا جبکہ وزیر اعلیٰ نے متعلقہ اداروں کو ہدایت جاری کر دی ہیں۔ عدالت نے کیس کی سماعت ملتوی کرتے ہوئے فریقین سے جواب طلب کر لیا ہے۔ ذرائع کا کہنا ہے کہ آئندہ ہفتے اہم فیصلہ متوقع ہے۔ <box>605 37 719 149</box>
notice-text: بعدالت سول جج ساؤتھ کراچی دعویٰ نمبر 2024 بنام مدعا علیہ کو مطلع کیا جاتا ہے کہ وہ مورخہ 27 ستمبر 2024 کو بوقت 8:30 صبح عدالت میں حاضر ہو بصورت دیگر یکطرفہ کارروائی عمل میں لائی جائے گی۔ <box>3 363 233 390</box>
paragraph: کراچی ( اسٹاف رپورٹر ) شہر میں بجلی کی طویل لوڈشیڈنگ کے خلاف شہریوں نے احتجاج کیا اور حکومت سے فوری اقدامات کا مطالبہ کیا۔ سرکاری ذرائع کے مطابق نئی پالیسی کے تحت صارفین کو ریلیف فراہم کیا جائے گا جبکہ وزیر اعلیٰ نے متعلقہ اداروں کو ہدایت جاری کر دی ہیں۔ عدالت نے کیس کی سماعت ملتوی کرتے ہوئے فریقین سے جواب طلب کر لیا ہے۔ ذرائع کا کہنا ہے کہ آئندہ ہفتے اہم فیصلہ متوقع ہے۔ <box>847 290 957 403</box>
masthead-urdu-group <box>734 2 956 15</box>
notice-18: 18 انتخابات <box>361 1080 475 1094</box>
paragraph: کراچی ( اسٹاف رپورٹر ) شہر میں بجلی کی طویل لوڈشیڈنگ کے خلاف شہریوں نے احتجاج کیا اور حکومت سے فوری اقدامات کا مطالبہ کیا۔ سرکاری ذرائع کے مطابق نئی پالیسی کے تحت صارفین کو ریلیف فراہم کیا جائے گا جبکہ وزیر اعلیٰ نے متعلقہ اداروں کو ہدایت جاری کر دی ہیں۔ عدالت نے کیس کی سماعت ملتوی کرتے ہوئے فریقین سے جواب طلب کر لیا ہے۔ ذرائع کا کہنا ہے کہ آئندہ ہفتے اہم فیصلہ متوقع ہے۔ <box>727 657 839 769</box>
paragraph: کراچی ( اسٹاف رپورٹر ) شہر میں بجلی کی طویل لوڈشیڈنگ کے خلاف شہریوں نے احتجاج کیا اور حکومت سے فوری اقدامات کا مطالبہ کیا۔ سرکاری ذرائع کے مطابق نئی پالیسی کے تحت صارفین کو ریلیف فراہم کیا جائے گا جبکہ وزیر اعلیٰ نے متعلقہ اداروں کو ہدایت جاری کر دی ہیں۔ عدالت نے کیس کی سماعت ملتوی کرتے ہوئے فریقین سے جواب طلب کر لیا ہے۔ ذرائع کا کہنا ہے کہ آئندہ ہفتے اہم فیصلہ متوقع ہے۔ <box>727 276 839 389</box>
paragraph: کراچی ( اسٹاف رپورٹر ) شہر میں بجلی کی طویل لوڈشیڈنگ کے خلاف شہریوں نے احتجاج کیا اور حکومت سے فوری اقدامات کا مطالبہ کیا۔ سرکاری ذرائع کے مطابق نئی پالیسی کے تحت صارفین کو ریلیف فراہم کیا جائے گا جبکہ وزیر اعلیٰ نے متعلقہ اداروں کو ہدایت جاری کر دی ہیں۔ عدالت نے کیس کی سماعت ملتوی کرتے ہوئے فریقین سے جواب طلب کر لیا ہے۔ ذرائع کا کہنا ہے کہ آئندہ ہفتے اہم فیصلہ متوقع ہے۔ <box>361 819 475 931</box>
notice-4: 4 ملتان <box>727 897 839 911</box>
notice-text: بعدالت سول جج ساؤتھ کراچی دعویٰ نمبر 2024 بنام مدعا علیہ کو مطلع کیا جاتا ہے کہ وہ مورخہ 27 ستمبر 2024 کو بوقت 8:30 صبح عدالت میں حاضر ہو بصورت دیگر یکطرفہ کارروائی عمل میں لائی جائے گی۔ <box>3 222 233 250</box>
notice-1: 1 چیلنج <box>847 30 957 44</box>
notice-11: 11 پیپلز پارٹی <box>483 650 597 664</box>
paragraph: کراچی ( اسٹاف رپورٹر ) شہر میں بجلی کی طویل لوڈشیڈنگ کے خلاف شہریوں نے احتجاج کیا اور حکومت سے فوری اقدامات کا مطالبہ کیا۔ سرکاری ذرائع کے مطابق نئی پالیسی کے تحت صارفین کو ریلیف فراہم کیا جائے گا جبکہ وزیر اعلیٰ نے متعلقہ اداروں کو ہدایت جاری کر دی ہیں۔ عدالت نے کیس کی سماعت ملتوی کرتے ہوئے فریقین سے جواب طلب کر لیا ہے۔ ذرائع کا کہنا ہے کہ آئندہ ہفتے اہم فیصلہ متوقع ہے۔ <box>847 530 957 642</box>
paragraph: کراچی ( اسٹاف رپورٹر ) شہر میں بجلی کی طویل لوڈشیڈنگ کے خلاف شہریوں نے احتجاج کیا اور حکومت سے فوری اقدامات کا مطالبہ کیا۔ سرکاری ذرائع کے مطابق نئی پالیسی کے تحت صارفین کو ریلیف فراہم کیا جائے گا جبکہ وزیر اعلیٰ نے متعلقہ اداروں کو ہدایت جاری کر دی ہیں۔ عدالت نے کیس کی سماعت ملتوی کرتے ہوئے فریقین سے جواب طلب کر لیا ہے۔ ذرائع کا کہنا ہے کہ آئندہ ہفتے اہم فیصلہ متوقع ہے۔ <box>241 1403 353 1516</box>
notice-7: 7 سیلاب متاثرین <box>605 678 719 692</box>
notice-text: بعدالت سول جج ساؤتھ کراچی دعویٰ نمبر 2024 بنام مدعا علیہ کو مطلع کیا جاتا ہے کہ وہ مورخہ 27 ستمبر 2024 کو بوقت 8:30 صبح عدالت میں حاضر ہو بصورت دیگر یکطرفہ کارروائی عمل میں لائی جائے گی۔ <box>3 574 233 602</box>
paragraph: کراچی ( اسٹاف رپورٹر ) شہر میں بجلی کی طویل لوڈشیڈنگ کے خلاف شہریوں نے احتجاج کیا اور حکومت سے فوری اقدامات کا مطالبہ کیا۔ سرکاری ذرائع کے مطابق نئی پالیسی کے تحت صارفین کو ریلیف فراہم کیا جائے گا جبکہ وزیر اعلیٰ نے متعلقہ اداروں کو ہدایت جاری کر دی ہیں۔ عدالت نے کیس کی سماعت ملتوی کرتے ہوئے فریقین سے جواب طلب کر لیا ہے۔ ذرائع کا کہنا ہے کہ آئندہ ہفتے اہم فیصلہ متوقع ہے۔ <box>361 318 475 431</box>
